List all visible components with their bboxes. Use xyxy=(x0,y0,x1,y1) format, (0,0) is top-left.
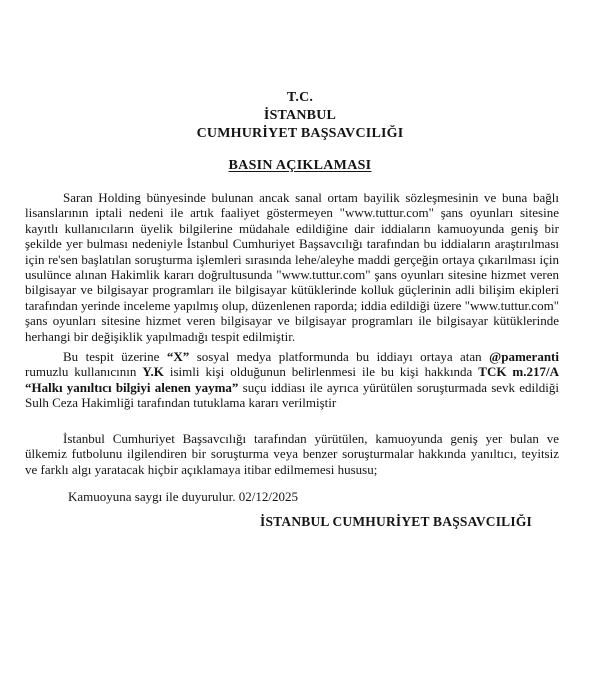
text-segment-bold-initials: Y.K xyxy=(142,364,164,380)
header-line-office: CUMHURİYET BAŞSAVCILIĞI xyxy=(196,126,404,141)
text-segment: rumuzlu kullanıcının xyxy=(25,364,143,380)
text-segment: isimli kişi olduğunun belirlenmesi ile bu kişi hakkında xyxy=(163,364,479,380)
signature-office-name: İSTANBUL CUMHURİYET BAŞSAVCILIĞI xyxy=(260,514,532,530)
document-body xyxy=(25,190,559,530)
header-line-tc: T.C. xyxy=(286,90,314,105)
paragraph-arrest-decision xyxy=(25,349,559,411)
text-segment-bold-x-platform: “X” xyxy=(166,349,190,365)
closing-line-with-date: Kamuoyuna saygı ile duyurulur. 02/12/2025 xyxy=(68,488,299,504)
text-segment-bold-username: @pameranti xyxy=(489,349,559,365)
text-segment: Bu tespit üzerine xyxy=(63,349,167,365)
text-segment: suçu iddiası ile ayrıca yürütülen soruşturmada sevk edildiği Sulh Ceza Hakimliği tarafından tutuklama kararı verilmiştir xyxy=(25,379,559,411)
document-title: BASIN AÇIKLAMASI xyxy=(228,158,372,173)
paragraph-investigation-findings: Saran Holding bünyesinde bulunan ancak sanal ortam bayilik sözleşmesinin ve buna bağlı lisanslarının iptali nedeni ile artık faaliyet göstermeyen "www.tuttur.com" şans oyunları sitesine kayıtlı kullanıcıların üyelik bilgilerine müdahale edildiğine dair iddiaların kamuoyunda geniş bir şekilde yer bulması nedeniyle İstanbul Cumhuriyet Başsavcılığı tarafından bu iddiaların araştırılması için re'sen başlatılan soruşturma işlemleri sırasında lehe/aleyhe maddi gerçeğin ortaya çıkarılması için usulünce alınan Hakimlik kararı doğrultusunda "www.tuttur.com" şans oyunları sitesine hizmet veren bilgisayar ve bilgisayar programları ile bilgisayar kütüklerinde kolluk güçlerinin adli bilişim ekipleri tarafından yerinde inceleme yapılmış olup, düzenlenen raporda; iddia edildiği üzere "www.tuttur.com" şans oyunları sitesine hizmet veren bilgisayar ve bilgisayar programları ile bilgisayar kütüklerinde herhangi bir değişiklik yapılmadığı tespit edilmiştir. xyxy=(25,190,559,344)
document-header xyxy=(0,0,600,143)
paragraph-public-warning: İstanbul Cumhuriyet Başsavcılığı tarafından yürütülen, kamuoyunda geniş yer bulan ve ülkemiz futbolunu ilgilendiren bir soruşturma veya benzer soruşturmalar hakkında yanıltıcı, teyitsiz ve farklı algı yaratacak hiçbir açıklamaya itibar edilmemesi hususu; xyxy=(25,430,559,477)
header-line-city: İSTANBUL xyxy=(263,108,337,123)
text-segment: sosyal medya platformunda bu iddiayı ortaya atan xyxy=(189,349,490,365)
text-segment-bold-law-article: TCK m.217/A “Halkı yanıltıcı bilgiyi alenen yayma” xyxy=(25,364,560,395)
